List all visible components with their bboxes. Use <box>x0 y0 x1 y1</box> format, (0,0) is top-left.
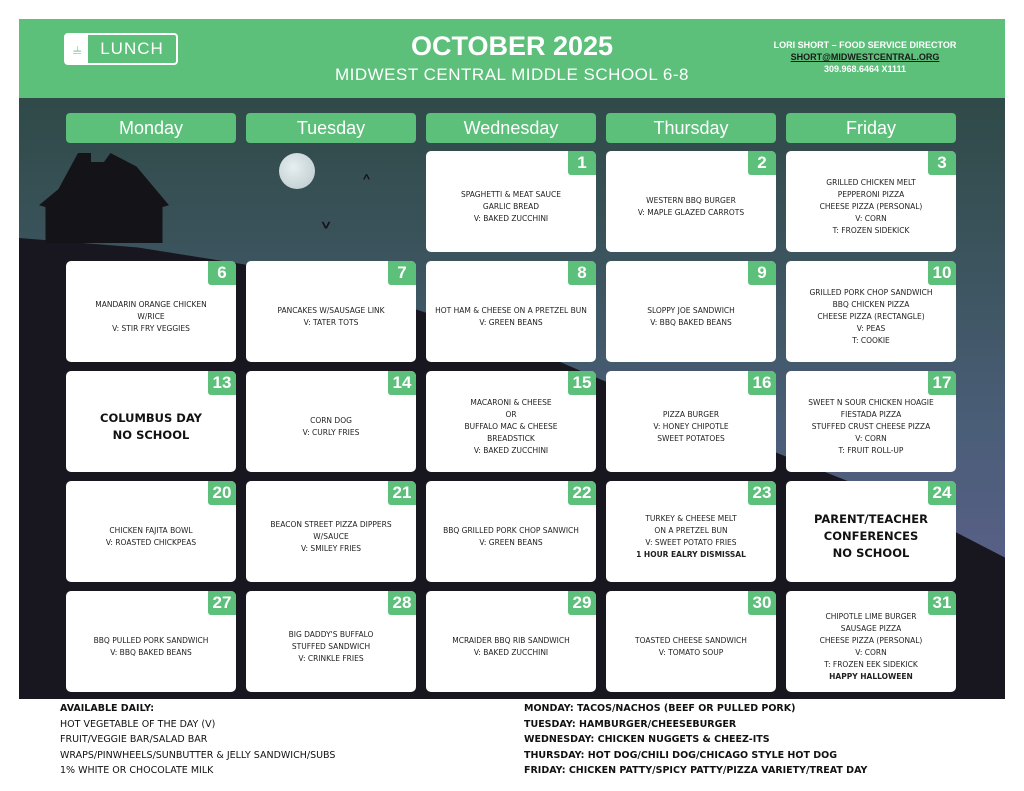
school-name: MIDWEST CENTRAL MIDDLE SCHOOL 6-8 <box>334 65 690 84</box>
menu-line: CORN DOG <box>310 415 352 425</box>
menu-line: V: CURLY FRIES <box>302 427 360 437</box>
day-cell <box>606 151 776 252</box>
menu-line: V: CRINKLE FRIES <box>298 653 364 663</box>
menu-line: HOT HAM & CHEESE ON A PRETZEL BUN <box>435 305 587 315</box>
menu-text <box>250 605 412 688</box>
menu-line: SLOPPY JOE SANDWICH <box>647 305 735 315</box>
menu-text <box>430 495 592 578</box>
day-cell <box>426 481 596 582</box>
menu-line: T: FROZEN SIDEKICK <box>832 225 910 235</box>
menu-line: PANCAKES W/SAUSAGE LINK <box>277 305 385 315</box>
menu-line: V: GREEN BEANS <box>479 317 543 327</box>
menu-note: HAPPY HALLOWEEN <box>829 671 913 681</box>
menu-text <box>70 495 232 578</box>
date-number: 2 <box>748 151 776 175</box>
bat-icon: ˅ <box>319 218 333 251</box>
date-number: 23 <box>748 481 776 505</box>
special-friday: FRIDAY: CHICKEN PATTY/SPICY PATTY/PIZZA VARIETY/TREAT DAY <box>524 765 868 776</box>
date-number: 21 <box>388 481 416 505</box>
menu-text <box>610 275 772 358</box>
menu-line: BREADSTICK <box>487 433 535 443</box>
menu-line: V: BBQ BAKED BEANS <box>650 317 732 327</box>
menu-line: SWEET N SOUR CHICKEN HOAGIE <box>808 397 934 407</box>
special-tuesday: TUESDAY: HAMBURGER/CHEESEBURGER <box>524 718 737 730</box>
day-cell <box>426 371 596 472</box>
day-cell <box>66 371 236 472</box>
menu-line: CHEESE PIZZA (RECTANGLE) <box>817 311 925 321</box>
menu-text <box>250 275 412 358</box>
menu-line: V: CORN <box>855 647 887 657</box>
day-cell <box>246 261 416 362</box>
menu-line: STUFFED SANDWICH <box>291 641 371 651</box>
page-title: OCTOBER 2025 <box>410 31 614 61</box>
date-number: 13 <box>208 371 236 395</box>
special-wednesday: WEDNESDAY: CHICKEN NUGGETS & CHEEZ-ITS <box>524 734 770 745</box>
menu-line: BBQ GRILLED PORK CHOP SANWICH <box>443 525 579 535</box>
available-daily <box>60 701 335 779</box>
menu-line: SPAGHETTI & MEAT SAUCE <box>460 189 562 199</box>
menu-text <box>790 605 952 688</box>
menu-text <box>70 605 232 688</box>
day-cell <box>426 261 596 362</box>
menu-line: V: PEAS <box>856 323 886 333</box>
available-item: WRAPS/PINWHEELS/SUNBUTTER & JELLY SANDWICH/SUBS <box>60 749 336 761</box>
day-cell <box>786 591 956 692</box>
menu-line: W/SAUCE <box>313 531 349 541</box>
day-cell <box>426 151 596 252</box>
date-number: 20 <box>208 481 236 505</box>
menu-line: BBQ PULLED PORK SANDWICH <box>93 635 209 645</box>
day-cell <box>66 481 236 582</box>
menu-line: V: BAKED ZUCCHINI <box>473 213 549 223</box>
menu-line: CHEESE PIZZA (PERSONAL) <box>819 201 923 211</box>
director-phone: 309.968.6464 X1111 <box>823 64 907 74</box>
date-number: 16 <box>748 371 776 395</box>
day-cell <box>606 371 776 472</box>
menu-line: TOASTED CHEESE SANDWICH <box>635 635 747 645</box>
header-banner <box>19 19 1005 98</box>
menu-line: BBQ CHICKEN PIZZA <box>832 299 910 309</box>
menu-line: ON A PRETZEL BUN <box>654 525 728 535</box>
closure-notice: NO SCHOOL <box>112 427 190 442</box>
menu-line: V: BAKED ZUCCHINI <box>473 647 549 657</box>
day-header-wednesday: Wednesday <box>426 113 596 143</box>
menu-line: CHICKEN FAJITA BOWL <box>109 525 193 535</box>
menu-line: TURKEY & CHEESE MELT <box>645 513 737 523</box>
menu-text <box>790 495 952 578</box>
menu-note: 1 HOUR EALRY DISMISSAL <box>636 549 746 559</box>
menu-line: V: CORN <box>855 433 887 443</box>
day-cell <box>606 481 776 582</box>
date-number: 31 <box>928 591 956 615</box>
bat-icon: ˄ <box>361 173 372 198</box>
menu-line: GRILLED PORK CHOP SANDWICH <box>809 287 933 297</box>
day-cell <box>606 261 776 362</box>
day-cell <box>246 481 416 582</box>
date-number: 1 <box>568 151 596 175</box>
menu-text <box>610 605 772 688</box>
menu-line: MCRAIDER BBQ RIB SANDWICH <box>452 635 570 645</box>
menu-text <box>250 385 412 468</box>
menu-line: GRILLED CHICKEN MELT <box>826 177 916 187</box>
day-cell <box>66 591 236 692</box>
day-header-friday: Friday <box>786 113 956 143</box>
date-number: 27 <box>208 591 236 615</box>
menu-line: CHIPOTLE LIME BURGER <box>825 611 917 621</box>
day-cell <box>246 591 416 692</box>
menu-line: BIG DADDY'S BUFFALO <box>288 629 374 639</box>
menu-line: V: SMILEY FRIES <box>301 543 361 553</box>
menu-line: W/RICE <box>137 311 165 321</box>
menu-line: V: BBQ BAKED BEANS <box>110 647 192 657</box>
menu-line: V: TATER TOTS <box>303 317 359 327</box>
menu-line: MACARONI & CHEESE <box>470 397 552 407</box>
date-number: 10 <box>928 261 956 285</box>
menu-text <box>70 275 232 358</box>
menu-text <box>790 385 952 468</box>
menu-text <box>430 385 592 468</box>
menu-line: V: CORN <box>855 213 887 223</box>
director-contact <box>765 39 965 75</box>
menu-line: V: BAKED ZUCCHINI <box>473 445 549 455</box>
menu-line: MANDARIN ORANGE CHICKEN <box>95 299 207 309</box>
menu-text <box>790 165 952 248</box>
date-number: 24 <box>928 481 956 505</box>
day-cell <box>786 371 956 472</box>
menu-line: T: FRUIT ROLL-UP <box>838 445 904 455</box>
menu-line: V: MAPLE GLAZED CARROTS <box>637 207 745 217</box>
fork-icon: ⫨ <box>66 35 88 63</box>
menu-line: V: HONEY CHIPOTLE <box>653 421 729 431</box>
day-header-tuesday: Tuesday <box>246 113 416 143</box>
menu-line: CHEESE PIZZA (PERSONAL) <box>819 635 923 645</box>
menu-line: V: SWEET POTATO FRIES <box>645 537 737 547</box>
day-cell <box>606 591 776 692</box>
menu-line: BEACON STREET PIZZA DIPPERS <box>270 519 392 529</box>
available-item: HOT VEGETABLE OF THE DAY (V) <box>60 718 216 730</box>
date-number: 6 <box>208 261 236 285</box>
day-cell <box>66 261 236 362</box>
closure-notice: COLUMBUS DAY <box>100 410 202 425</box>
date-number: 8 <box>568 261 596 285</box>
closure-notice: PARENT/TEACHER <box>813 512 929 526</box>
date-number: 17 <box>928 371 956 395</box>
menu-line: V: STIR FRY VEGGIES <box>112 323 190 333</box>
menu-line: T: COOKIE <box>852 335 890 345</box>
date-number: 22 <box>568 481 596 505</box>
day-cell <box>786 151 956 252</box>
day-cell <box>426 591 596 692</box>
menu-text <box>430 275 592 358</box>
menu-line: V: ROASTED CHICKPEAS <box>105 537 197 547</box>
menu-text <box>610 495 772 578</box>
closure-notice: CONFERENCES <box>823 529 919 543</box>
date-number: 29 <box>568 591 596 615</box>
date-number: 30 <box>748 591 776 615</box>
menu-line: SWEET POTATOES <box>657 433 725 443</box>
menu-text <box>430 605 592 688</box>
menu-line: STUFFED CRUST CHEESE PIZZA <box>811 421 931 431</box>
day-header-thursday: Thursday <box>606 113 776 143</box>
menu-line: WESTERN BBQ BURGER <box>646 195 736 205</box>
menu-text <box>430 165 592 248</box>
moon-icon <box>279 153 315 189</box>
menu-text <box>610 385 772 468</box>
closure-notice: NO SCHOOL <box>832 546 910 560</box>
menu-line: FIESTADA PIZZA <box>840 409 902 419</box>
menu-line: SAUSAGE PIZZA <box>840 623 902 633</box>
available-item: 1% WHITE OR CHOCOLATE MILK <box>60 765 214 776</box>
menu-text <box>70 385 232 468</box>
date-number: 3 <box>928 151 956 175</box>
director-email[interactable]: SHORT@MIDWESTCENTRAL.ORG <box>790 52 940 62</box>
date-number: 9 <box>748 261 776 285</box>
date-number: 7 <box>388 261 416 285</box>
menu-line: V: TOMATO SOUP <box>658 647 724 657</box>
day-cell <box>786 481 956 582</box>
daily-specials <box>524 701 867 779</box>
menu-line: PEPPERONI PIZZA <box>837 189 905 199</box>
menu-text <box>790 275 952 358</box>
special-thursday: THURSDAY: HOT DOG/CHILI DOG/CHICAGO STYLE HOT DOG <box>524 749 838 761</box>
date-number: 14 <box>388 371 416 395</box>
day-header-monday: Monday <box>66 113 236 143</box>
date-number: 15 <box>568 371 596 395</box>
date-number: 28 <box>388 591 416 615</box>
director-name: LORI SHORT – FOOD SERVICE DIRECTOR <box>773 40 957 50</box>
available-daily-heading: AVAILABLE DAILY: <box>60 703 154 714</box>
day-cell <box>786 261 956 362</box>
logo-text: LUNCH <box>100 39 164 58</box>
haunted-house-silhouette <box>39 153 169 243</box>
menu-text <box>610 165 772 248</box>
menu-text <box>250 495 412 578</box>
special-monday: MONDAY: TACOS/NACHOS (BEEF OR PULLED PORK) <box>524 703 796 714</box>
menu-line: PIZZA BURGER <box>662 409 720 419</box>
day-cell <box>246 371 416 472</box>
menu-line: T: FROZEN EEK SIDEKICK <box>824 659 918 669</box>
menu-line: V: GREEN BEANS <box>479 537 543 547</box>
available-item: FRUIT/VEGGIE BAR/SALAD BAR <box>60 734 208 745</box>
menu-line: BUFFALO MAC & CHEESE <box>464 421 558 431</box>
menu-line: OR <box>505 409 517 419</box>
menu-line: GARLIC BREAD <box>482 201 540 211</box>
